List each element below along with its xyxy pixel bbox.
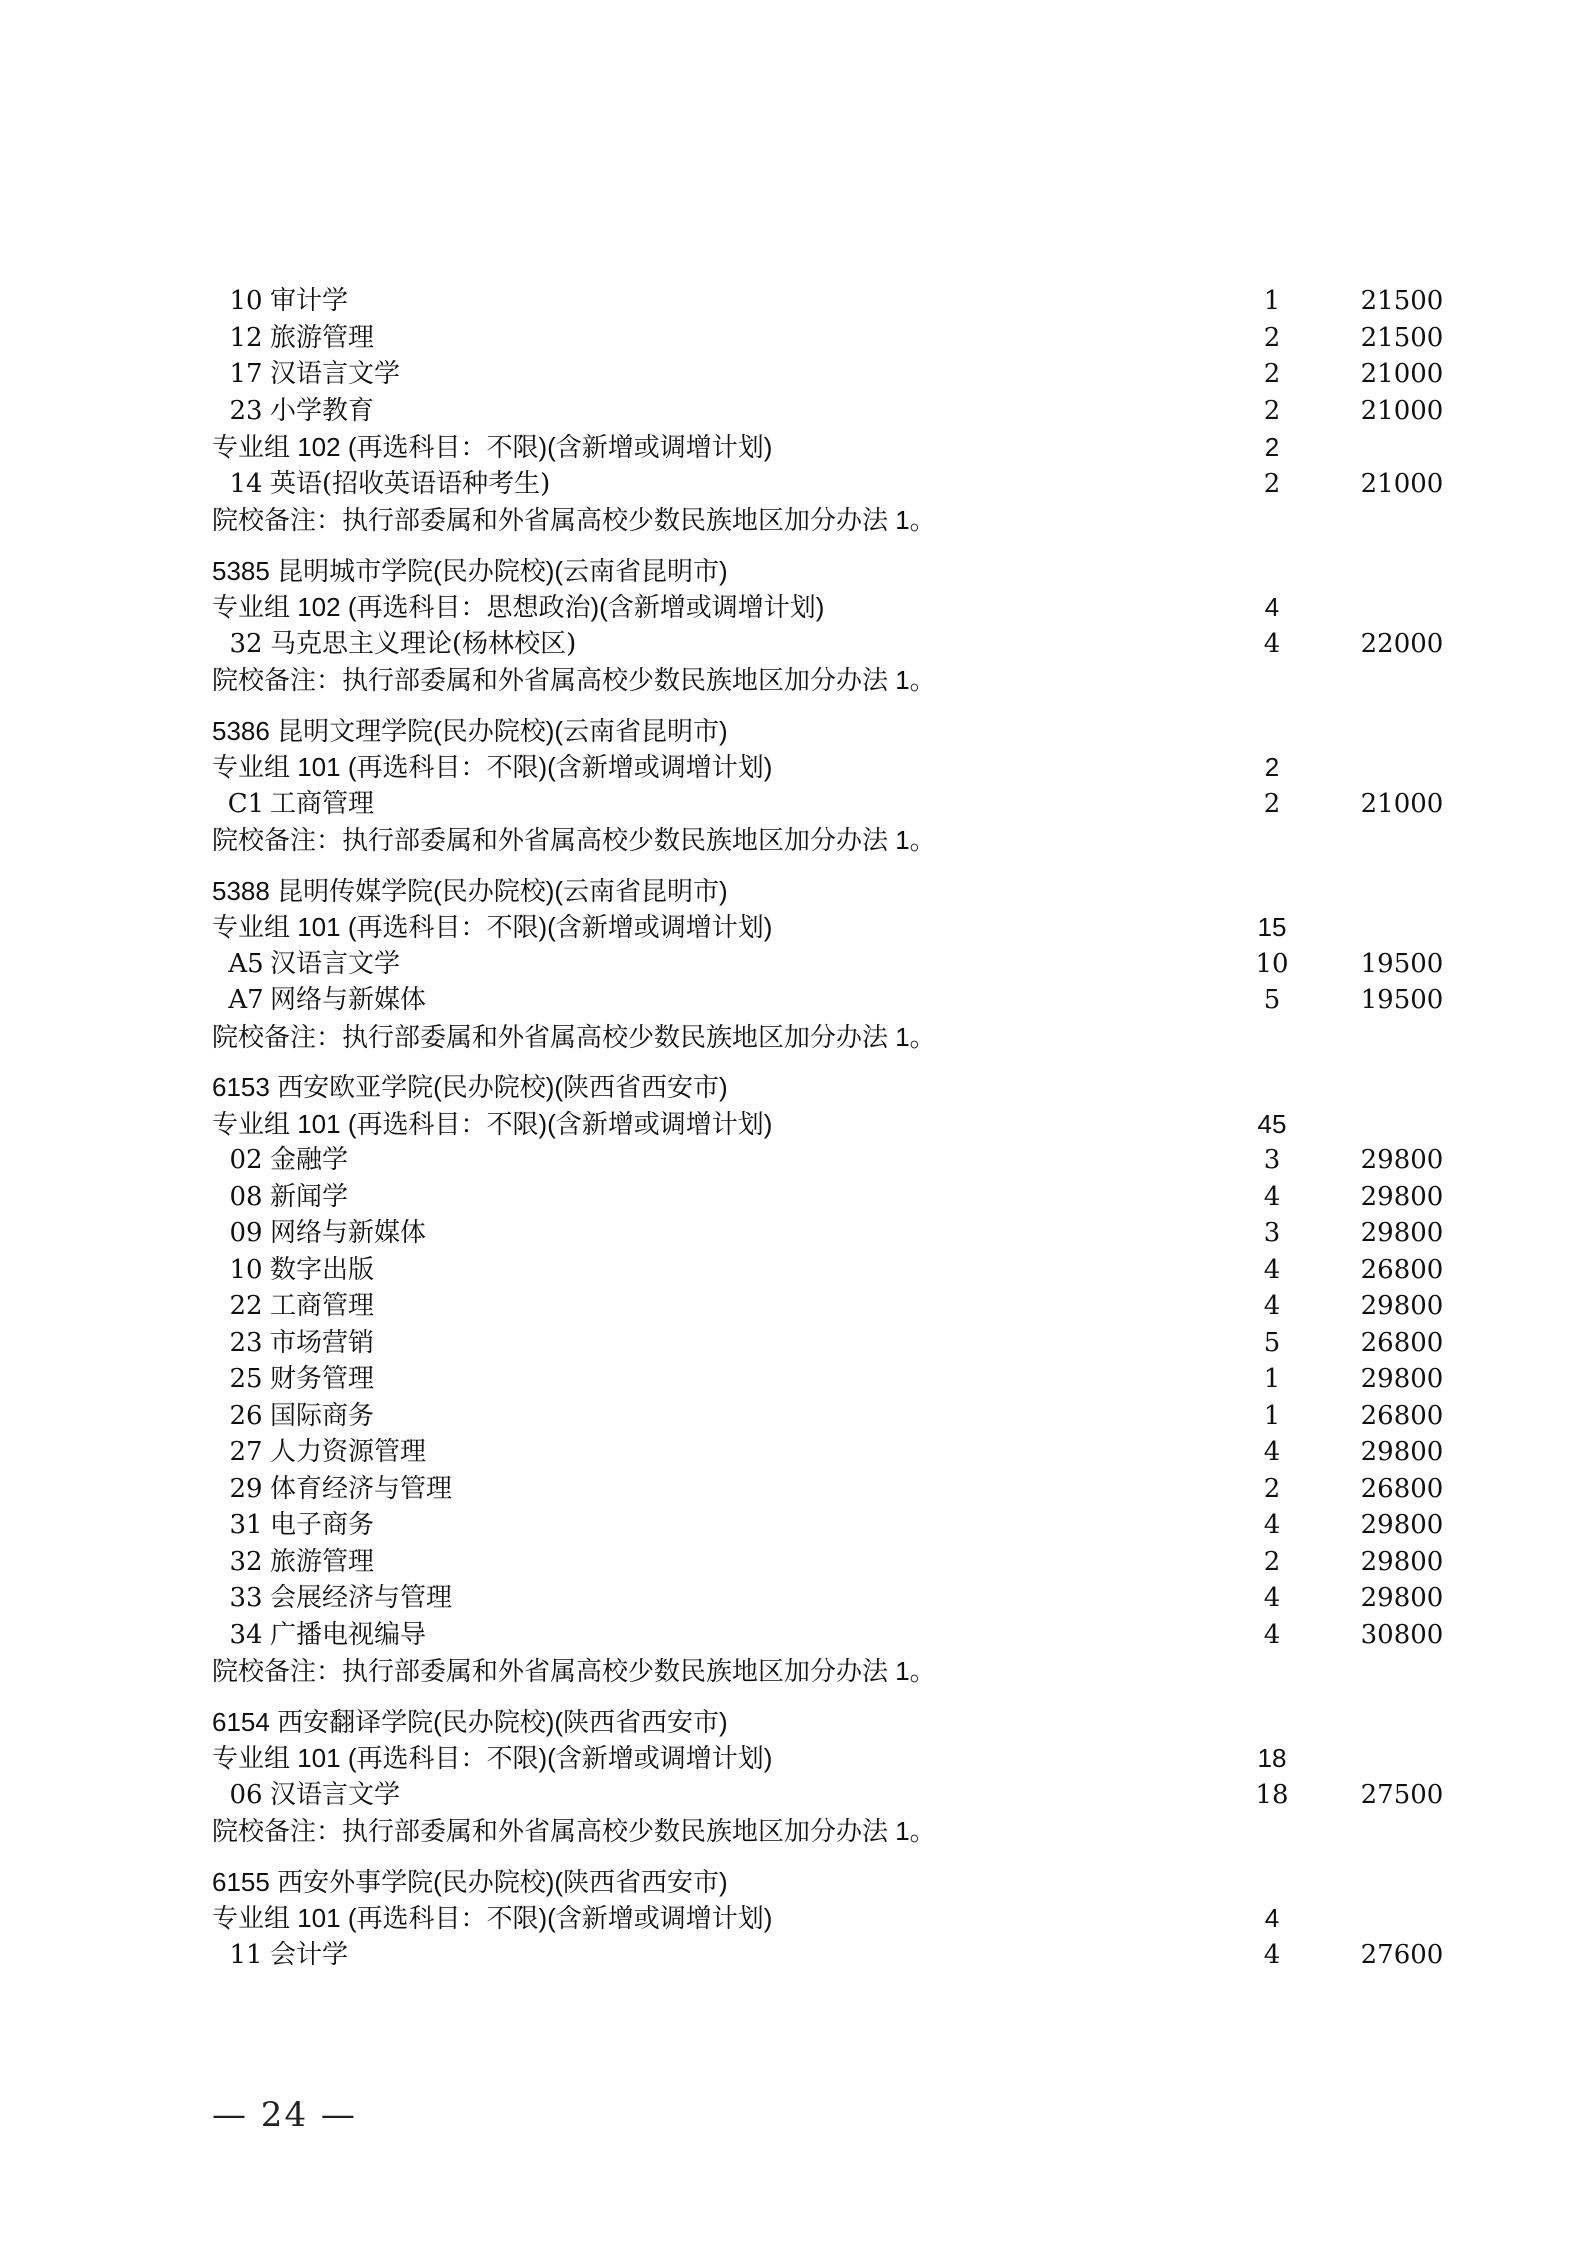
tuition-fee: 29800 [1360,1218,1444,1248]
school-note: 院校备注：执行部委属和外省属高校少数民族地区加分办法 1。 [212,1656,936,1686]
tuition-fee: 21000 [1360,788,1444,819]
major-row [212,393,1444,430]
school-name: 5386 昆明文理学院(民办院校)(云南省昆明市) [212,715,728,746]
school-row [212,1069,1412,1106]
major-row [212,356,1444,393]
school-note-row [212,822,1412,859]
plan-count: 3 [1263,1145,1281,1175]
major-code: 26 [229,1400,263,1431]
school-note: 院校备注：执行部委属和外省属高校少数民族地区加分办法 1。 [212,825,936,855]
school-row [212,713,1412,750]
major-row [212,1325,1444,1362]
major-code: A5 [228,948,264,979]
school-name: 6153 西安欧亚学院(民办院校)(陕西省西安市) [212,1072,728,1102]
plan-count: 2 [1263,395,1281,426]
major-code: 10 [229,1254,263,1285]
group-plan-count: 2 [1264,432,1280,462]
major-name: 数字出版 [270,1254,375,1285]
major-name: 新闻学 [270,1181,349,1212]
major-group-row [212,749,1412,786]
school-row [212,873,1412,910]
major-name: 工商管理 [270,1291,375,1321]
tuition-fee: 29800 [1360,1364,1444,1394]
school-note-row [212,1019,1412,1056]
major-group-label: 专业组 101 (再选科目：不限)(含新增或调增计划) [212,1743,773,1773]
tuition-fee: 19500 [1360,948,1444,979]
tuition-fee: 26800 [1360,1473,1444,1504]
major-name: 马克思主义理论(杨林校区) [270,628,577,659]
major-code: 25 [229,1364,263,1394]
tuition-fee: 22000 [1360,628,1444,659]
major-name: 英语(招收英语语种考生) [270,468,551,499]
plan-count: 1 [1263,1364,1281,1394]
plan-count: 3 [1263,1218,1281,1248]
plan-count: 18 [1255,1779,1289,1810]
major-name: 汉语言文学 [270,948,401,979]
page-number: — 24 — [212,2095,357,2135]
major-name: 旅游管理 [270,1546,375,1577]
school-note-row [212,1813,1412,1850]
plan-count: 4 [1263,1181,1281,1212]
major-row [212,982,1444,1019]
major-row [212,1471,1444,1508]
school-row [212,1864,1412,1901]
plan-count: 4 [1263,1291,1281,1321]
major-row [212,1507,1444,1544]
plan-count: 5 [1263,1327,1281,1358]
school-row [212,1704,1412,1741]
major-code: 29 [229,1473,263,1504]
school-note-row [212,1653,1412,1690]
major-name: 工商管理 [270,788,375,819]
major-name: 汉语言文学 [270,1779,401,1810]
major-group-label: 专业组 101 (再选科目：不限)(含新增或调增计划) [212,1108,773,1139]
major-row [212,1142,1444,1179]
major-name: 网络与新媒体 [270,1218,427,1248]
major-name: 审计学 [270,286,349,316]
major-name: 财务管理 [270,1364,375,1394]
school-note-row [212,502,1412,539]
school-note-row [212,662,1412,699]
plan-count: 2 [1263,1473,1281,1504]
major-code: 23 [229,395,263,426]
major-name: 广播电视编导 [270,1619,427,1650]
group-plan-count: 2 [1264,752,1280,782]
school-name: 5388 昆明传媒学院(民办院校)(云南省昆明市) [212,875,728,906]
major-group-row [212,589,1412,626]
major-group-row [212,1900,1412,1937]
tuition-fee: 29800 [1360,1181,1444,1212]
plan-count: 10 [1255,948,1289,979]
school-note: 院校备注：执行部委属和外省属高校少数民族地区加分办法 1。 [212,1021,936,1052]
major-group-label: 专业组 102 (再选科目：不限)(含新增或调增计划) [212,432,773,462]
major-name: 旅游管理 [270,322,375,353]
school-note: 院校备注：执行部委属和外省属高校少数民族地区加分办法 1。 [212,665,936,695]
major-code: 06 [229,1779,263,1810]
major-group-row [212,1106,1412,1143]
major-row [212,283,1444,320]
school-row [212,553,1412,590]
group-plan-count: 4 [1264,592,1280,622]
major-code: 31 [229,1510,263,1540]
school-name: 6155 西安外事学院(民办院校)(陕西省西安市) [212,1866,728,1897]
tuition-fee: 29800 [1360,1145,1444,1175]
major-group-label: 专业组 102 (再选科目：思想政治)(含新增或调增计划) [212,592,825,622]
major-code: A7 [228,985,264,1015]
major-code: 12 [229,322,263,353]
tuition-fee: 29800 [1360,1546,1444,1577]
major-row [212,946,1444,983]
major-row [212,1617,1444,1654]
major-code: 10 [229,286,263,316]
major-row [212,1937,1444,1974]
major-row [212,1215,1444,1252]
group-plan-count: 4 [1264,1903,1280,1933]
school-name: 5385 昆明城市学院(民办院校)(云南省昆明市) [212,555,728,586]
plan-count: 2 [1263,322,1281,353]
major-group-row [212,1740,1412,1777]
major-code: 22 [229,1291,263,1321]
tuition-fee: 26800 [1360,1254,1444,1285]
plan-count: 4 [1263,1939,1281,1970]
major-name: 市场营销 [270,1327,375,1358]
plan-count: 2 [1263,1546,1281,1577]
major-name: 电子商务 [270,1510,375,1540]
major-name: 会计学 [270,1939,349,1970]
tuition-fee: 27500 [1360,1779,1444,1810]
tuition-fee: 21500 [1360,322,1444,353]
plan-count: 2 [1263,788,1281,819]
major-code: 34 [229,1619,263,1650]
major-code: 27 [229,1437,263,1467]
major-row [212,1544,1444,1581]
major-row [212,466,1444,503]
major-group-label: 专业组 101 (再选科目：不限)(含新增或调增计划) [212,1903,773,1933]
major-code: 17 [229,359,263,389]
tuition-fee: 27600 [1360,1939,1444,1970]
major-row [212,1252,1444,1289]
school-note: 院校备注：执行部委属和外省属高校少数民族地区加分办法 1。 [212,505,936,535]
plan-count: 1 [1263,286,1281,316]
major-code: C1 [227,788,265,819]
major-row [212,1777,1444,1814]
major-row [212,320,1444,357]
plan-count: 4 [1263,628,1281,659]
plan-count: 4 [1263,1254,1281,1285]
plan-count: 4 [1263,1583,1281,1613]
plan-count: 2 [1263,468,1281,499]
major-row [212,1179,1444,1216]
major-code: 08 [229,1181,263,1212]
major-row [212,1580,1444,1617]
tuition-fee: 29800 [1360,1291,1444,1321]
major-name: 国际商务 [270,1400,375,1431]
tuition-fee: 21000 [1360,395,1444,426]
major-group-label: 专业组 101 (再选科目：不限)(含新增或调增计划) [212,752,773,782]
major-code: 23 [229,1327,263,1358]
plan-count: 4 [1263,1510,1281,1540]
school-name: 6154 西安翻译学院(民办院校)(陕西省西安市) [212,1706,728,1737]
tuition-fee: 26800 [1360,1327,1444,1358]
major-name: 体育经济与管理 [270,1473,453,1504]
major-name: 网络与新媒体 [270,985,427,1015]
tuition-fee: 21000 [1360,359,1444,389]
tuition-fee: 29800 [1360,1510,1444,1540]
tuition-fee: 29800 [1360,1583,1444,1613]
major-code: 32 [229,1546,263,1577]
major-code: 11 [229,1939,263,1970]
major-code: 14 [229,468,263,499]
major-name: 汉语言文学 [270,359,401,389]
major-group-row [212,909,1412,946]
major-name: 小学教育 [270,395,375,426]
major-row [212,1434,1444,1471]
major-row [212,1288,1444,1325]
major-group-row [212,429,1412,466]
major-code: 09 [229,1218,263,1248]
tuition-fee: 19500 [1360,985,1444,1015]
admission-plan-list [212,283,1444,1973]
major-code: 32 [229,628,263,659]
group-plan-count: 18 [1257,1743,1287,1773]
plan-count: 4 [1263,1619,1281,1650]
tuition-fee: 29800 [1360,1437,1444,1467]
major-group-label: 专业组 101 (再选科目：不限)(含新增或调增计划) [212,912,773,942]
major-row [212,786,1444,823]
major-row [212,1398,1444,1435]
plan-count: 1 [1263,1400,1281,1431]
major-name: 会展经济与管理 [270,1583,453,1613]
plan-count: 5 [1263,985,1281,1015]
plan-count: 2 [1263,359,1281,389]
major-code: 33 [229,1583,263,1613]
major-code: 02 [229,1145,263,1175]
tuition-fee: 21000 [1360,468,1444,499]
tuition-fee: 21500 [1360,286,1444,316]
group-plan-count: 15 [1257,912,1287,942]
school-note: 院校备注：执行部委属和外省属高校少数民族地区加分办法 1。 [212,1816,936,1846]
major-row [212,626,1444,663]
major-name: 人力资源管理 [270,1437,427,1467]
plan-count: 4 [1263,1437,1281,1467]
tuition-fee: 26800 [1360,1400,1444,1431]
major-row [212,1361,1444,1398]
group-plan-count: 45 [1257,1108,1287,1139]
tuition-fee: 30800 [1360,1619,1444,1650]
major-name: 金融学 [270,1145,349,1175]
